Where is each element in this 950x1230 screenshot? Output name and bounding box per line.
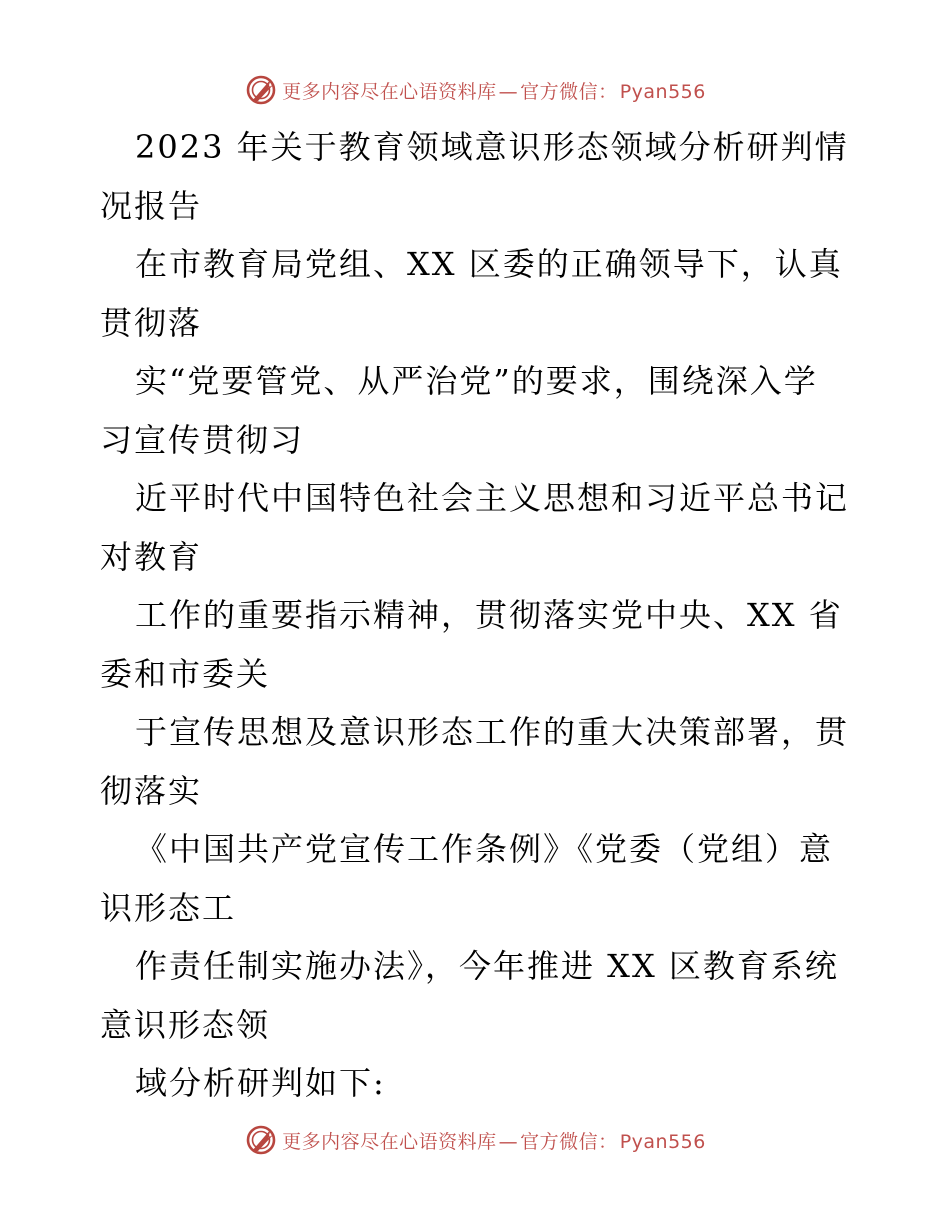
text-line: 于宣传思想及意识形态工作的重大决策部署，贯	[135, 713, 850, 751]
text-line: 域分析研判如下:	[135, 1064, 386, 1102]
document-body	[100, 118, 860, 1113]
text-line: 委和市委关	[100, 654, 271, 693]
watermark-id: Pyan556	[619, 1130, 706, 1153]
quill-logo-icon	[244, 73, 278, 107]
watermark-label: 官方微信：	[520, 1130, 618, 1153]
watermark-dash: —	[498, 1130, 519, 1153]
text-line: 近平时代中国特色社会主义思想和习近平总书记	[135, 479, 850, 517]
watermark-id: Pyan556	[619, 80, 706, 103]
footer-watermark	[0, 1120, 950, 1160]
text-line: 实“党要管党、从严治党”的要求，围绕深入学	[135, 362, 818, 400]
watermark-label: 官方微信：	[520, 80, 618, 103]
quill-logo-icon	[244, 1123, 278, 1157]
watermark-site: 更多内容尽在心语资料库	[282, 1130, 497, 1153]
text-line: 贯彻落	[100, 303, 203, 342]
text-line: 2023 年关于教育领域意识形态领域分析研判情	[135, 128, 849, 166]
text-line: 对教育	[100, 537, 203, 576]
watermark-site: 更多内容尽在心语资料库	[282, 80, 497, 103]
header-watermark	[0, 70, 950, 110]
watermark-dash: —	[498, 80, 519, 103]
text-line: 作责任制实施办法》，今年推进 XX 区教育系统	[135, 947, 839, 985]
text-line: 工作的重要指示精神，贯彻落实党中央、XX 省	[135, 596, 843, 634]
text-line: 彻落实	[100, 771, 203, 810]
text-line: 识形态工	[100, 888, 237, 927]
text-line: 意识形态领	[100, 1005, 271, 1044]
text-line: 在市教育局党组、XX 区委的正确领导下，认真	[135, 245, 843, 283]
text-line: 《中国共产党宣传工作条例》《党委（党组）意	[135, 830, 834, 868]
text-line: 况报告	[100, 186, 203, 225]
text-line: 习宣传贯彻习	[100, 420, 305, 459]
